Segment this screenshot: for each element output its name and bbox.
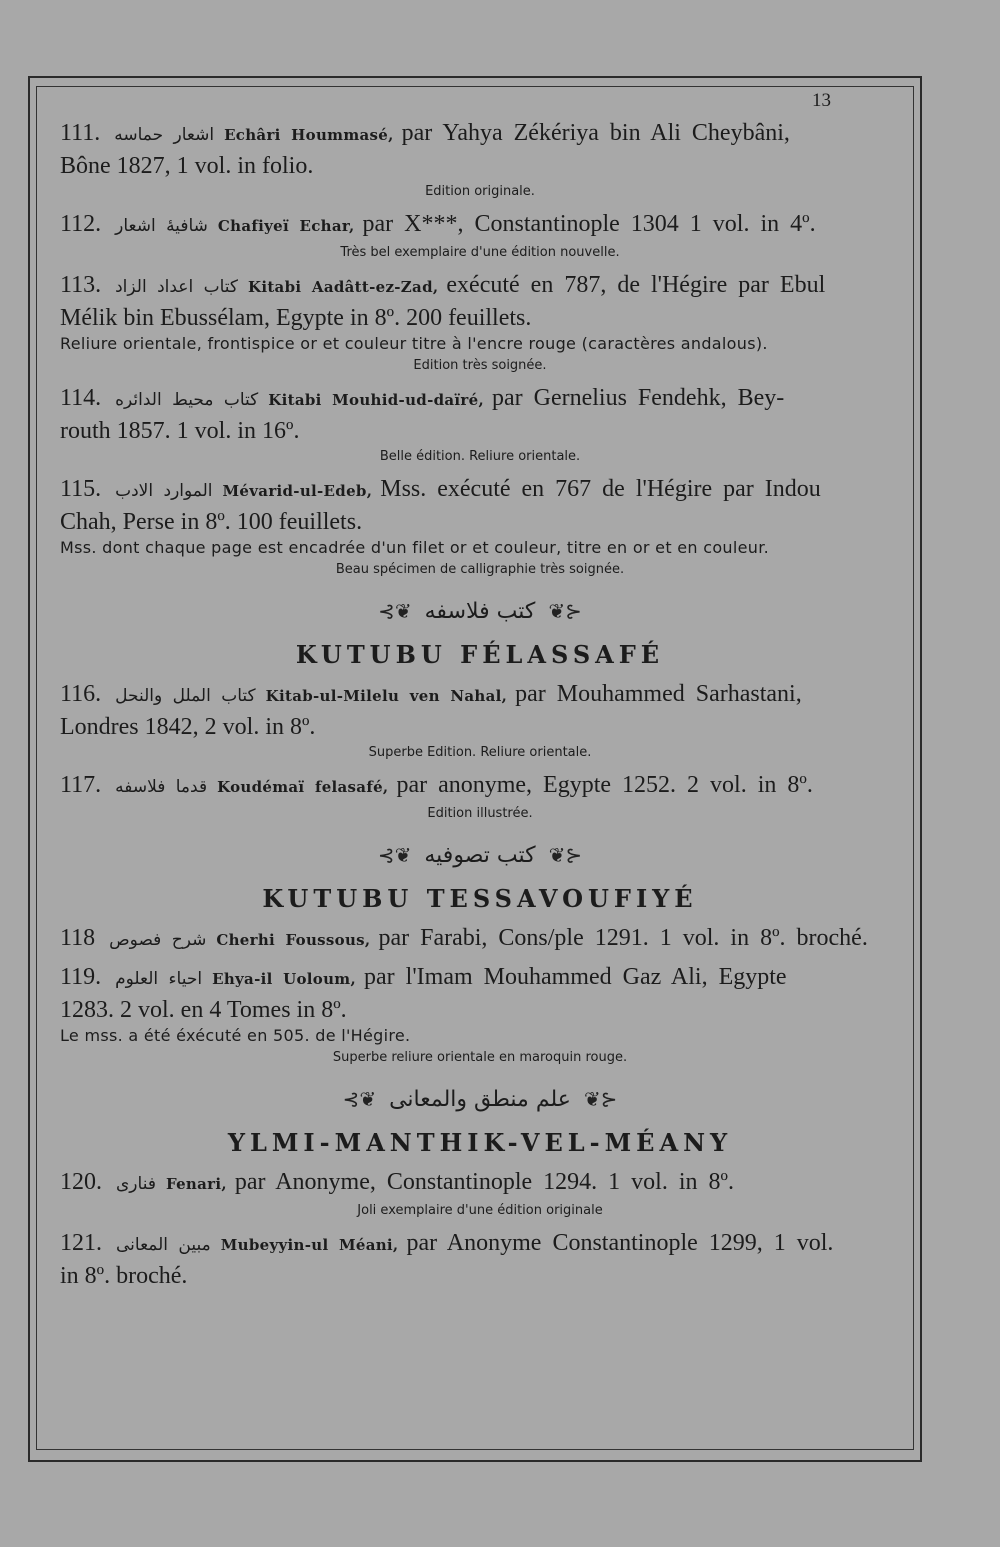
entry-first-line	[60, 474, 900, 507]
entry-arabic-title: کتاب الملل والنحل	[115, 686, 256, 706]
entry-remark: Edition originale.	[425, 184, 535, 199]
entry-first-line	[60, 679, 900, 712]
catalog-entry	[60, 383, 900, 468]
entry-text: par Anonyme, Constantinople 1294. 1 vol. in 8º.	[234, 1169, 734, 1195]
entry-remark: Très bel exemplaire d'une édition nouvelle.	[340, 245, 620, 260]
catalog-entry	[60, 1228, 900, 1291]
ornament-right: ❦⊱	[548, 843, 583, 867]
entry-remark: Edition illustrée.	[427, 806, 533, 821]
entry-remark: Edition très soignée.	[413, 358, 547, 373]
entry-number: 120.	[60, 1169, 102, 1195]
entry-arabic-title: شرح فصوص	[109, 930, 207, 950]
entry-arabic-title: احیاء العلوم	[115, 969, 203, 989]
entry-number: 114.	[60, 385, 102, 411]
entry-number: 113.	[60, 272, 102, 298]
entry-note: Mss. dont chaque page est encadrée d'un filet or et couleur, titre en or et en couleur.	[60, 538, 769, 557]
page-number: 13	[812, 90, 831, 111]
entry-first-line	[60, 118, 900, 151]
entry-continuation: routh 1857. 1 vol. in 16º.	[60, 418, 300, 444]
entry-text: par Yahya Zékériya bin Ali Cheybâni,	[401, 120, 790, 146]
entry-remark: Belle édition. Reliure orientale.	[379, 449, 581, 464]
entry-text: Mss. exécuté en 767 de l'Hégire par Indou	[380, 476, 821, 502]
section-arabic-heading	[60, 1087, 900, 1112]
entry-number: 117.	[60, 772, 102, 798]
entry-text: par Gernelius Fendehk, Bey-	[491, 385, 785, 411]
entry-title: Cherhi Foussous,	[216, 931, 371, 949]
entry-title: Koudémaï felasafé,	[217, 778, 389, 796]
section-arabic-heading	[60, 843, 900, 868]
entry-continuation: 1283. 2 vol. en 4 Tomes in 8º.	[60, 997, 347, 1023]
entry-continuation: Mélik bin Ebussélam, Egypte in 8º. 200 feuillets.	[60, 305, 532, 331]
entry-first-line	[60, 383, 900, 416]
entry-first-line	[60, 770, 900, 803]
section-felassafe	[60, 599, 900, 669]
entry-first-line	[60, 962, 900, 995]
entry-note: Le mss. a été éxécuté en 505. de l'Hégire.	[60, 1026, 411, 1045]
catalog-entry	[60, 474, 900, 581]
ornament-left: ⊰❦	[378, 599, 412, 623]
entry-number: 115.	[60, 476, 102, 502]
entry-arabic-title: کتاب اعداد الزاد	[115, 277, 238, 297]
ornament-right: ❦⊱	[583, 1087, 618, 1111]
section-arabic-text: علم منطق والمعانی	[389, 1087, 571, 1112]
entry-remark: Beau spécimen de calligraphie très soignée.	[335, 562, 625, 577]
catalog-entry	[60, 679, 900, 764]
ornament-right: ❦⊱	[548, 599, 582, 623]
entry-group-4	[60, 1167, 900, 1291]
entry-number: 116.	[60, 681, 102, 707]
entry-continuation: in 8º. broché.	[60, 1263, 188, 1289]
entry-title: Kitabi Aadâtt-ez-Zad,	[247, 278, 439, 296]
entry-number: 118	[60, 925, 96, 951]
section-arabic-heading	[60, 599, 900, 624]
section-heading: KUTUBU TESSAVOUFIYÉ	[262, 884, 698, 913]
entry-text: par anonyme, Egypte 1252. 2 vol. in 8º.	[396, 772, 813, 798]
section-heading: YLMI-MANTHIK-VEL-MÉANY	[227, 1128, 733, 1157]
entry-text: par X***, Constantinople 1304 1 vol. in 4º.	[362, 211, 816, 237]
ornament-left: ⊰❦	[342, 1087, 377, 1111]
entry-arabic-title: کتاب محیط الدائره	[115, 390, 259, 410]
entry-text: par Anonyme Constantinople 1299, 1 vol.	[406, 1230, 834, 1256]
entry-number: 111.	[60, 120, 101, 146]
catalog-entry	[60, 118, 900, 203]
entry-continuation: Chah, Perse in 8º. 100 feuillets.	[60, 509, 363, 535]
entry-number: 112.	[60, 211, 102, 237]
entry-note: Reliure orientale, frontispice or et couleur titre à l'encre rouge (caractères andalous).	[60, 334, 768, 353]
entry-remark: Superbe Edition. Reliure orientale.	[368, 745, 592, 760]
entry-title: Kitab-ul-Milelu ven Nahal,	[265, 687, 508, 705]
entry-continuation: Londres 1842, 2 vol. in 8º.	[60, 714, 316, 740]
entry-arabic-title: مبین المعانی	[116, 1235, 211, 1255]
section-heading: KUTUBU FÉLASSAFÉ	[295, 640, 665, 669]
section-ylmi-manthik	[60, 1087, 900, 1157]
entry-text: par Farabi, Cons/ple 1291. 1 vol. in 8º. broché.	[378, 925, 868, 951]
entry-text: par Mouhammed Sarhastani,	[515, 681, 802, 707]
entry-title: Chafiyeï Echar,	[217, 217, 355, 235]
entry-arabic-title: فناری	[116, 1174, 156, 1194]
entry-title: Kitabi Mouhid-ud-daïré,	[268, 391, 484, 409]
entry-arabic-title: اشعار حماسه	[114, 125, 215, 145]
entry-remark: Superbe reliure orientale en maroquin rouge.	[332, 1050, 628, 1065]
section-tessavoufiye	[60, 843, 900, 913]
entry-arabic-title: الموارد الادب	[115, 481, 213, 501]
entry-group-3	[60, 923, 900, 1069]
entry-title: Mubeyyin-ul Méani,	[220, 1236, 399, 1254]
catalog-entry	[60, 923, 900, 956]
catalog-entry	[60, 1167, 900, 1222]
entry-text: par l'Imam Mouhammed Gaz Ali, Egypte	[364, 964, 787, 990]
section-arabic-text: کتب فلاسفه	[424, 599, 536, 624]
entry-number: 119.	[60, 964, 102, 990]
entry-title: Echâri Hoummasé,	[224, 126, 394, 144]
catalog-entry	[60, 270, 900, 377]
entry-continuation: Bône 1827, 1 vol. in folio.	[60, 153, 314, 179]
entry-first-line	[60, 209, 900, 242]
catalog-entry	[60, 770, 900, 825]
catalog-entry	[60, 962, 900, 1069]
entry-first-line	[60, 923, 900, 956]
entry-arabic-title: قدما فلاسفه	[115, 777, 208, 797]
section-arabic-text: کتب تصوفیه	[424, 843, 536, 868]
entry-title: Ehya-il Uoloum,	[212, 970, 357, 988]
entry-arabic-title: شافیهٔ اشعار	[115, 216, 208, 236]
entry-title: Mévarid-ul-Edeb,	[222, 482, 373, 500]
entry-group-1	[60, 118, 900, 581]
entry-first-line	[60, 1167, 900, 1200]
entry-remark: Joli exemplaire d'une édition originale	[357, 1203, 603, 1218]
entry-text: exécuté en 787, de l'Hégire par Ebul	[446, 272, 826, 298]
entry-first-line	[60, 270, 900, 303]
catalog-entry	[60, 209, 900, 264]
catalog-content	[60, 118, 900, 1297]
entry-first-line	[60, 1228, 900, 1261]
entry-group-2	[60, 679, 900, 825]
ornament-left: ⊰❦	[377, 843, 412, 867]
entry-number: 121.	[60, 1230, 102, 1256]
entry-title: Fenari,	[165, 1175, 227, 1193]
